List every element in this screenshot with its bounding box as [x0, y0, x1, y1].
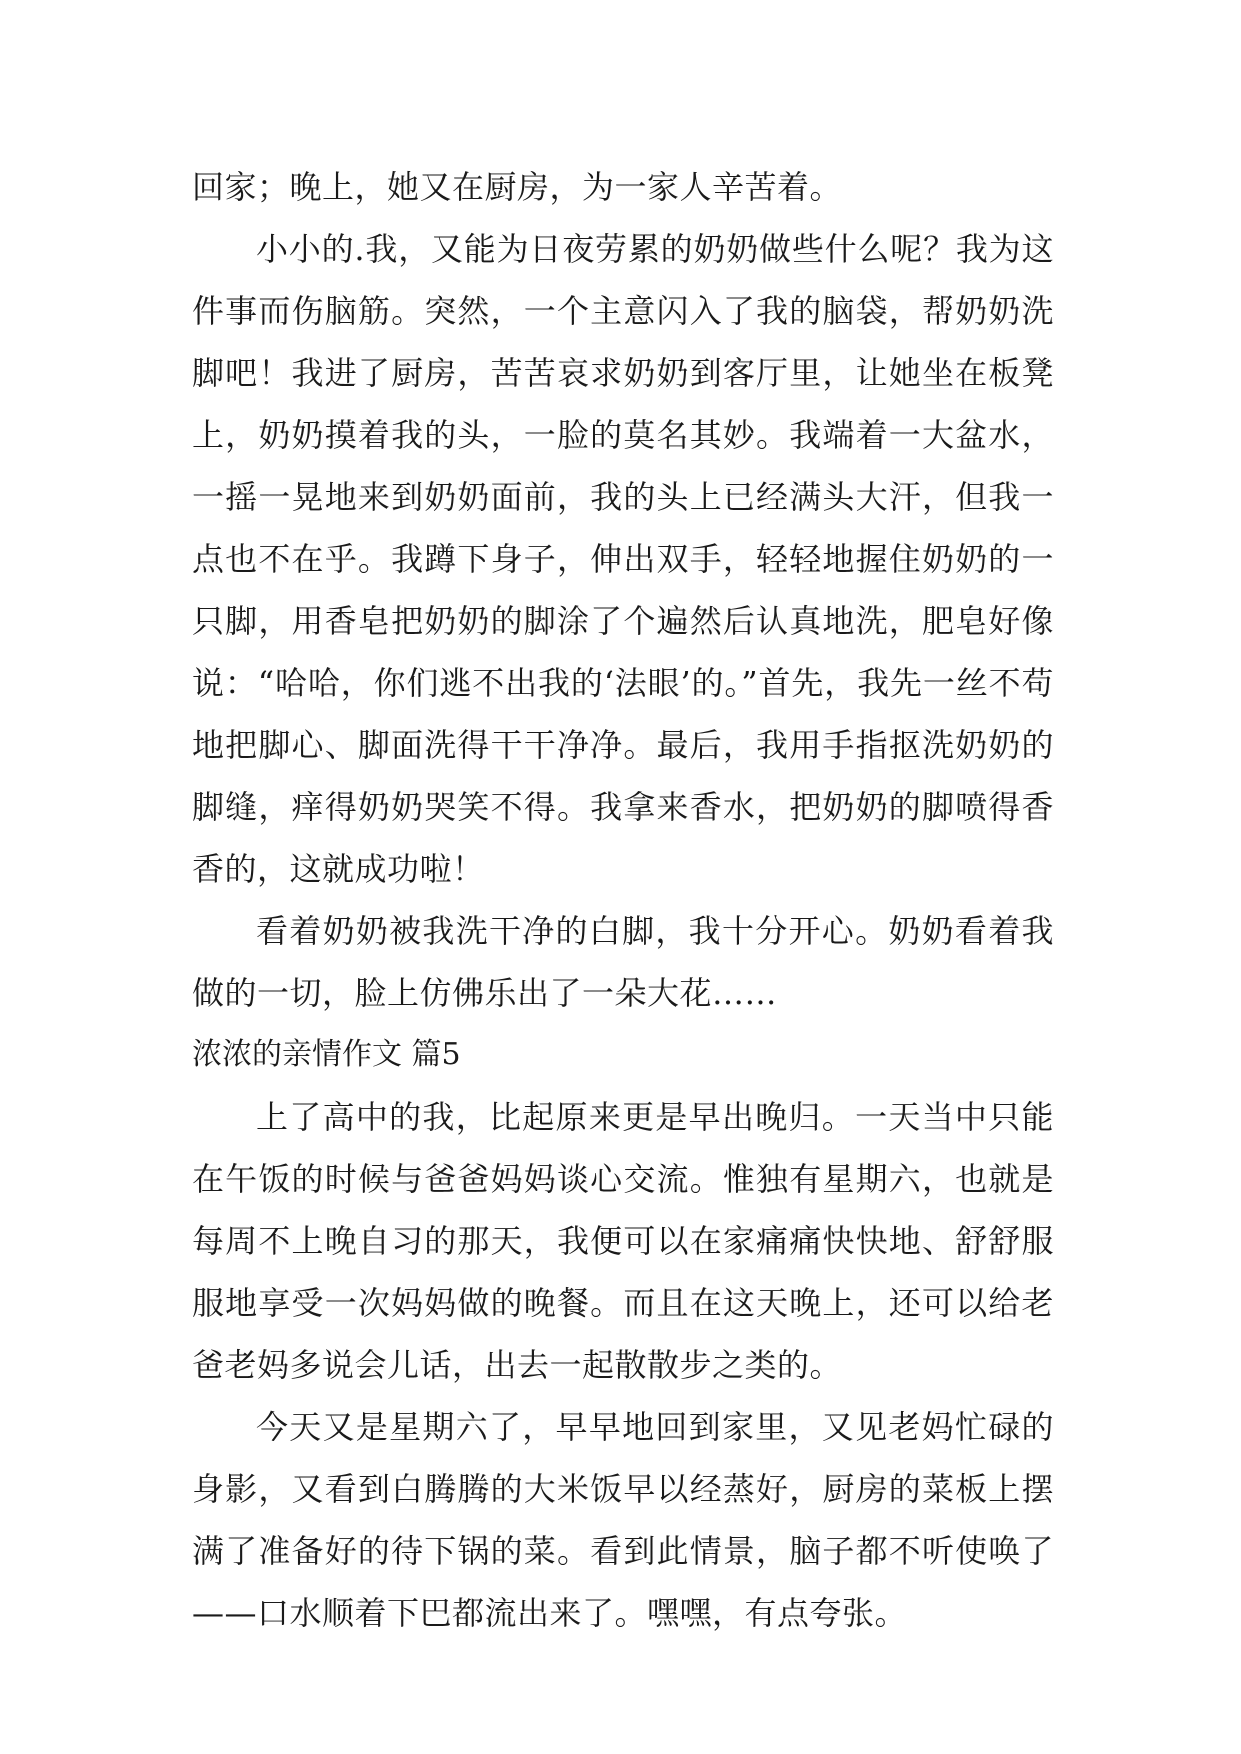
- document-body: [192, 156, 1054, 1644]
- section-heading: 浓浓的亲情作文 篇5: [192, 1037, 461, 1072]
- paragraph-4: 上了高中的我，比起原来更是早出晚归。一天当中只能在午饭的时候与爸爸妈妈谈心交流。惟独有星期六，也就是每周不上晚自习的那天，我便可以在家痛痛快快地、舒舒服服地享受一次妈妈做的晚餐。而且在这天晚上，还可以给老爸老妈多说会儿话，出去一起散散步之类的。: [192, 1098, 1054, 1384]
- paragraph-1: 回家；晚上，她又在厨房，为一家人辛苦着。: [192, 168, 843, 206]
- paragraph-3: 看着奶奶被我洗干净的白脚，我十分开心。奶奶看着我做的一切，脸上仿佛乐出了一朵大花……: [192, 912, 1054, 1012]
- paragraph-5: 今天又是星期六了，早早地回到家里，又见老妈忙碌的身影，又看到白腾腾的大米饭早以经蒸好，厨房的菜板上摆满了准备好的待下锅的菜。看到此情景，脑子都不听使唤了——口水顺着下巴都流出来了。嘿嘿，有点夸张。: [192, 1408, 1054, 1632]
- paragraph-2: 小小的.我，又能为日夜劳累的奶奶做些什么呢？我为这件事而伤脑筋。突然，一个主意闪入了我的脑袋，帮奶奶洗脚吧！我进了厨房，苦苦哀求奶奶到客厅里，让她坐在板凳上，奶奶摸着我的头，一脸的莫名其妙。我端着一大盆水，一摇一晃地来到奶奶面前，我的头上已经满头大汗，但我一点也不在乎。我蹲下身子，伸出双手，轻轻地握住奶奶的一只脚，用香皂把奶奶的脚涂了个遍然后认真地洗，肥皂好像说：“哈哈，你们逃不出我的‘法眼’的。”首先，我先一丝不苟地把脚心、脚面洗得干干净净。最后，我用手指抠洗奶奶的脚缝，痒得奶奶哭笑不得。我拿来香水，把奶奶的脚喷得香香的，这就成功啦！: [192, 230, 1054, 888]
